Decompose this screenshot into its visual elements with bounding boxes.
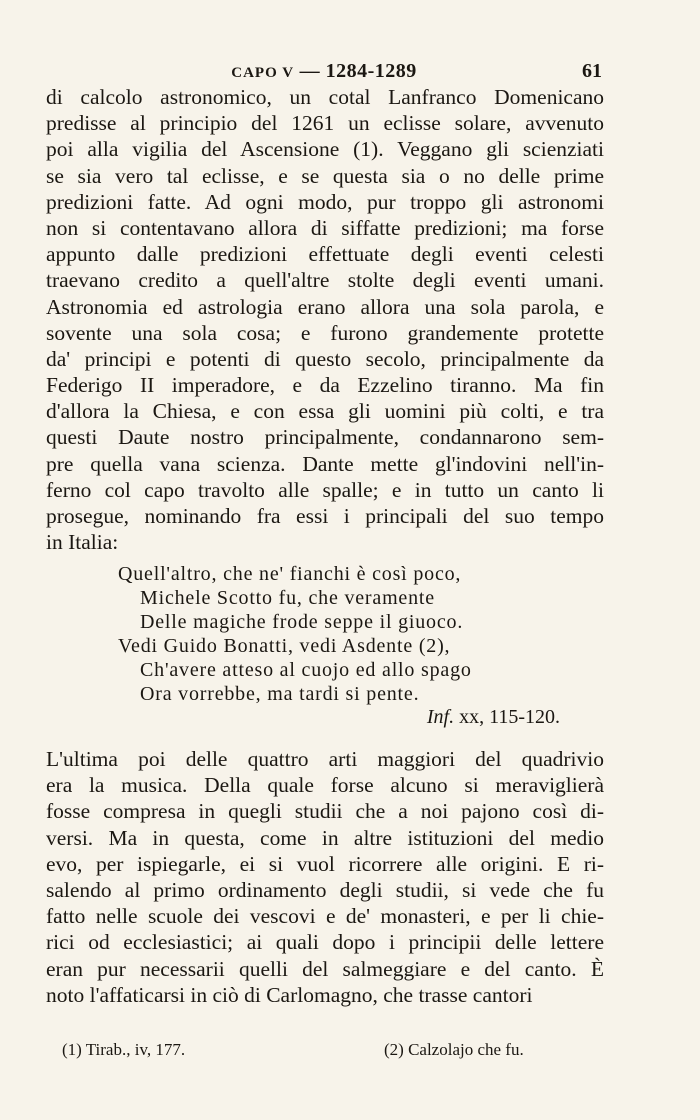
text-line: pre quella vana scienza. Dante mette gl'indovini nell'in-	[46, 451, 604, 476]
text-line: Federigo II imperadore, e da Ezzelino tiranno. Ma fin	[46, 373, 604, 398]
text-line: di calcolo astronomico, un cotal Lanfranco Domenicano	[46, 85, 604, 109]
verse-citation	[380, 705, 560, 729]
verse-line: Michele Scotto fu, che veramente	[140, 587, 435, 609]
chapter-label: CAPO V	[231, 65, 295, 81]
text-line: rici od ecclesiastici; ai quali dopo i principii delle lettere	[46, 930, 604, 955]
footnote-1: (1) Tirab., iv, 177.	[62, 1040, 186, 1059]
citation-reference: xx, 115-120.	[459, 706, 560, 728]
text-line: poi alla vigilia del Ascensione (1). Veggano gli scienziati	[46, 137, 604, 162]
text-line: d'allora la Chiesa, e con essa gli uomini più colti, e tra	[46, 399, 604, 424]
text-line: era la musica. Della quale forse alcuno si meraviglierà	[46, 773, 604, 798]
text-line: fosse compresa in quegli studii che a noi pajono così di-	[46, 799, 604, 824]
text-line: se sia vero tal eclisse, e se questa sia o no delle prime	[46, 163, 604, 188]
citation-work: Inf.	[426, 706, 455, 728]
text-line: appunto dalle predizioni effettuate degli eventi celesti	[46, 242, 604, 267]
page-header	[44, 58, 604, 84]
verse-line: Vedi Guido Bonatti, vedi Asdente (2),	[118, 635, 451, 657]
text-line: prosegue, nominando fra essi i principali del suo tempo	[46, 504, 604, 528]
verse-line: Delle magiche frode seppe il giuoco.	[140, 611, 464, 633]
text-line: fatto nelle scuole dei vescovi e de' monasteri, e per li chie-	[46, 904, 604, 929]
text-line: in Italia:	[46, 530, 119, 555]
verse-line: Ora vorrebbe, ma tardi si pente.	[140, 683, 420, 705]
verse-line: Quell'altro, che ne' fianchi è così poco,	[118, 563, 462, 585]
page-number: 61	[582, 60, 602, 82]
text-line: evo, per ispiegarle, ei si vuol ricorrere alle origini. E ri-	[46, 851, 604, 876]
text-line: ferno col capo travolto alle spalle; e in tutto un canto li	[46, 477, 604, 502]
running-head	[44, 58, 604, 86]
paragraph-2	[46, 746, 604, 1008]
text-line: versi. Ma in questa, come in altre istituzioni del medio	[46, 825, 604, 850]
footnote-2: (2) Calzolajo che fu.	[384, 1040, 524, 1059]
text-line: questi Daute nostro principalmente, condannarono sem-	[46, 425, 604, 450]
text-line: sovente una sola cosa; e furono grandemente protette	[46, 320, 604, 345]
text-line: non si contentavano allora di siffatte predizioni; ma forse	[46, 215, 604, 240]
text-line: salendo al primo ordinamento degli studii, si vede che fu	[46, 877, 604, 902]
text-line: traevano credito a quell'altre stolte degli eventi umani.	[46, 268, 604, 293]
text-line: noto l'affaticarsi in ciò di Carlomagno, che trasse cantori	[46, 982, 533, 1007]
text-line: eran pur necessarii quelli del salmeggiare e del canto. È	[46, 956, 604, 981]
paragraph-1	[46, 84, 604, 555]
chapter-years: — 1284-1289	[299, 60, 417, 82]
text-line: predizioni fatte. Ad ogni modo, pur troppo gli astronomi	[46, 189, 604, 214]
text-line: predisse al principio del 1261 un eclisse solare, avvenuto	[46, 111, 604, 136]
text-line: da' principi e potenti di questo secolo, principalmente da	[46, 346, 604, 371]
verse-quotation	[118, 562, 558, 706]
text-line: Astronomia ed astrologia erano allora una sola parola, e	[46, 294, 604, 319]
verse-line: Ch'avere atteso al cuojo ed allo spago	[140, 659, 472, 681]
text-line: L'ultima poi delle quattro arti maggiori del quadrivio	[46, 747, 604, 771]
footnotes	[62, 1038, 582, 1062]
